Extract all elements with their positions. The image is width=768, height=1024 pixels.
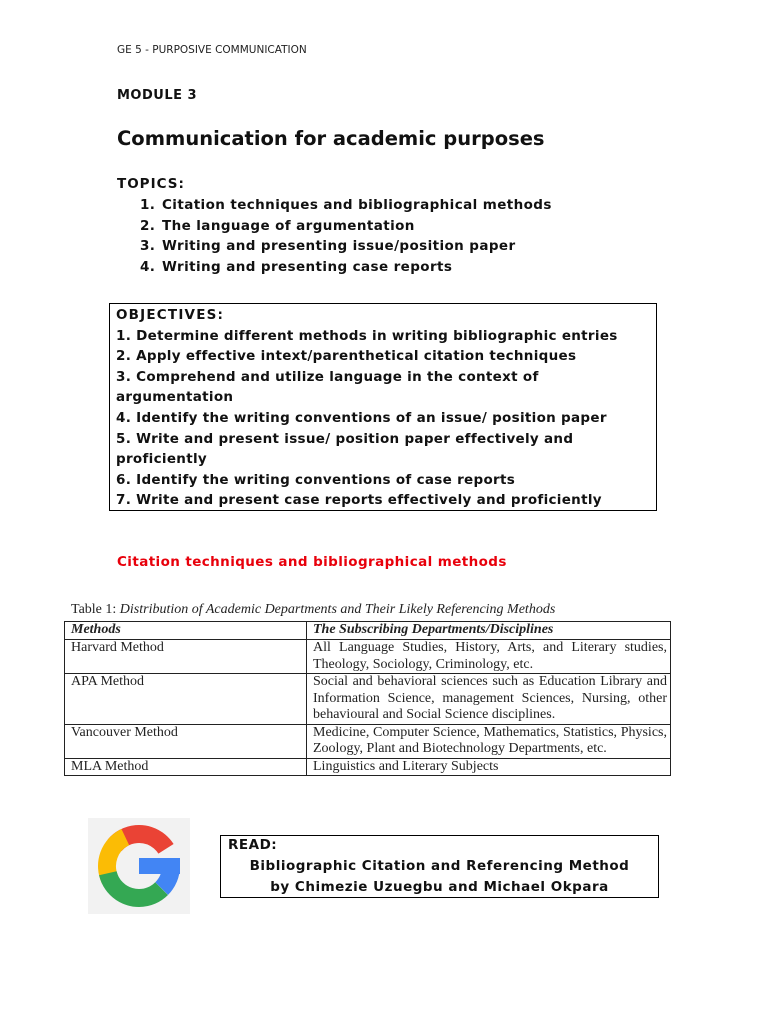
method-cell: Vancouver Method [65, 724, 307, 758]
read-box [220, 835, 659, 898]
topic-text: The language of argumentation [162, 217, 415, 234]
topics-list [140, 195, 552, 278]
referencing-methods-table [64, 621, 671, 776]
topic-item [140, 195, 552, 216]
topic-number: 2. [140, 217, 156, 234]
objective-line: 3. Comprehend and utilize language in the context of [116, 368, 539, 385]
method-cell: Harvard Method [65, 640, 307, 674]
topic-number: 4. [140, 259, 156, 276]
table-caption-title: Distribution of Academic Departments and Their Likely Referencing Methods [119, 602, 556, 617]
table-row [65, 640, 671, 674]
objective-line: 7. Write and present case reports effectively and proficiently [116, 492, 602, 509]
objective-line: proficiently [116, 451, 207, 468]
objective-line: 4. Identify the writing conventions of an issue/ position paper [116, 409, 607, 426]
departments-cell: All Language Studies, History, Arts, and Literary studies, Theology, Sociology, Criminology, etc. [307, 640, 671, 674]
table-row [65, 674, 671, 725]
read-label: READ: [228, 837, 278, 853]
column-header: Methods [65, 622, 307, 640]
objectives-box [109, 303, 657, 511]
objective-line: 1. Determine different methods in writing bibliographic entries [116, 327, 618, 344]
method-cell: APA Method [65, 674, 307, 725]
topic-number: 3. [140, 238, 156, 255]
column-header: The Subscribing Departments/Disciplines [307, 622, 671, 640]
module-label: MODULE 3 [117, 88, 198, 103]
objective-line: 2. Apply effective intext/parenthetical citation techniques [116, 348, 577, 365]
topic-text: Writing and presenting case reports [162, 259, 453, 276]
topic-text: Citation techniques and bibliographical methods [162, 197, 552, 213]
topic-number: 1. [140, 197, 156, 213]
topics-heading: TOPICS: [117, 176, 185, 192]
objective-line: 6. Identify the writing conventions of case reports [116, 471, 516, 488]
google-g-icon [88, 818, 190, 914]
section-title: Citation techniques and bibliographical methods [117, 554, 507, 570]
read-authors: by Chimezie Uzuegbu and Michael Okpara [270, 879, 609, 895]
table-caption-prefix: Table 1: [71, 602, 117, 617]
objective-line: 5. Write and present issue/ position paper effectively and [116, 430, 574, 447]
course-header: GE 5 - PURPOSIVE COMMUNICATION [117, 44, 307, 56]
objectives-heading: OBJECTIVES: [116, 307, 225, 323]
topic-item [140, 216, 552, 237]
method-cell: MLA Method [65, 758, 307, 776]
topic-item [140, 257, 552, 278]
table-row [65, 758, 671, 776]
departments-cell: Linguistics and Literary Subjects [307, 758, 671, 776]
topic-item [140, 236, 552, 257]
table-row [65, 724, 671, 758]
topic-text: Writing and presenting issue/position paper [162, 238, 516, 255]
objective-line: argumentation [116, 389, 234, 406]
table-header-row [65, 622, 671, 640]
departments-cell: Social and behavioral sciences such as Education Library and Information Science, management Sciences, Nursing, other behavioural and Social Science disciplines. [307, 674, 671, 725]
page-title: Communication for academic purposes [117, 127, 545, 150]
table-caption [71, 602, 555, 618]
read-title: Bibliographic Citation and Referencing Method [249, 858, 630, 874]
departments-cell: Medicine, Computer Science, Mathematics, Statistics, Physics, Zoology, Plant and Biotechnology Departments, etc. [307, 724, 671, 758]
google-logo-icon [88, 818, 190, 914]
